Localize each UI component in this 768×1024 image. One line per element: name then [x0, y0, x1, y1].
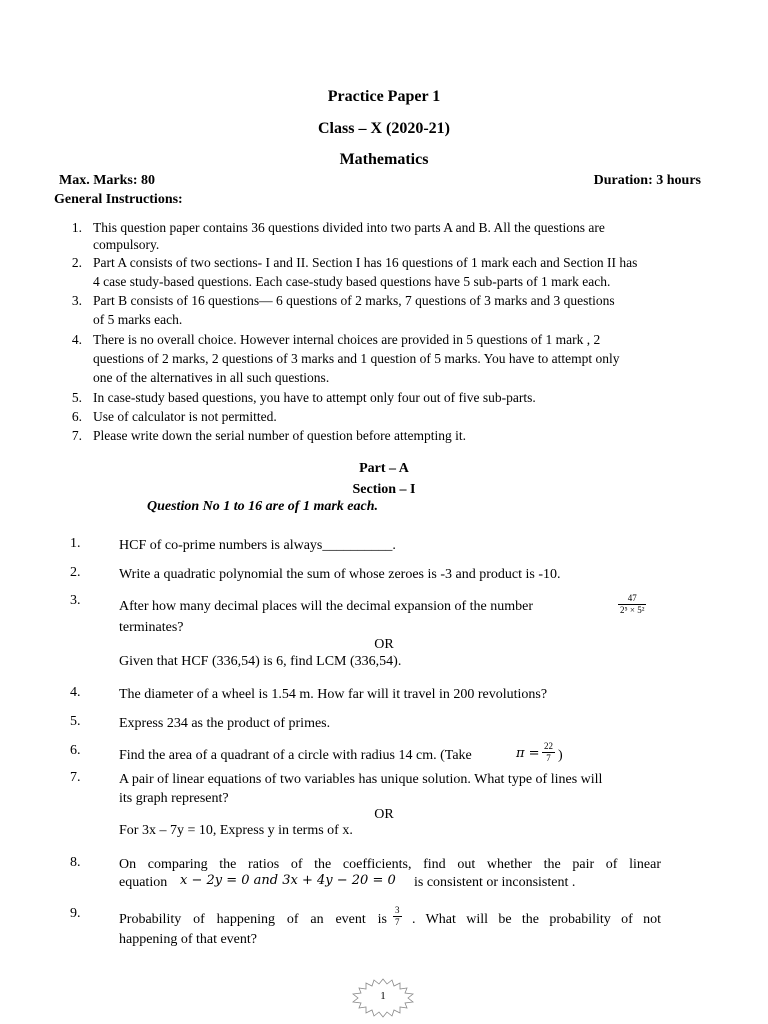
instruction-number: 5. — [71, 390, 82, 405]
question-text: . What will be the probability of not — [412, 912, 661, 927]
question-alternative: Given that HCF (336,54) is 6, find LCM (336,54). — [119, 654, 402, 669]
question-text: Express 234 as the product of primes. — [119, 716, 331, 731]
or-label: OR — [374, 637, 394, 652]
question-number: 3. — [70, 593, 81, 608]
fraction — [542, 741, 555, 764]
fraction-numerator: 3 — [395, 905, 400, 915]
question-text: its graph represent? — [119, 791, 229, 806]
instructions-heading: General Instructions: — [54, 192, 183, 207]
instruction-line: Part B consists of 16 questions— 6 questions of 2 marks, 7 questions of 3 marks and 3 questions — [93, 293, 615, 308]
instruction-line: In case-study based questions, you have to attempt only four out of five sub-parts. — [93, 390, 536, 405]
fraction — [393, 905, 402, 928]
question-number: 9. — [70, 906, 81, 921]
fraction-denominator: 7 — [542, 752, 555, 764]
section-heading: Section – I — [352, 482, 416, 497]
question-text: A pair of linear equations of two variables has unique solution. What type of lines will — [119, 772, 603, 787]
equation: x − 2y = 0 and 3x + 4y − 20 = 0 — [180, 873, 396, 888]
instruction-line: There is no overall choice. However internal choices are provided in 5 questions of 1 mark , 2 — [93, 332, 601, 347]
or-label: OR — [374, 807, 394, 822]
question-text: HCF of co-prime numbers is always__________. — [119, 538, 396, 553]
fraction-numerator: 22 — [544, 741, 553, 751]
question-text: Write a quadratic polynomial the sum of whose zeroes is -3 and product is -10. — [119, 567, 561, 582]
question-alternative: For 3x – 7y = 10, Express y in terms of x. — [119, 823, 353, 838]
fraction — [618, 593, 646, 616]
question-text: The diameter of a wheel is 1.54 m. How far will it travel in 200 revolutions? — [119, 687, 548, 702]
question-text: happening of that event? — [119, 932, 258, 947]
instruction-line: Use of calculator is not permitted. — [93, 409, 277, 424]
fraction-denominator: 2⁵ × 5² — [620, 605, 645, 615]
max-marks: Max. Marks: 80 — [59, 173, 156, 188]
instruction-number: 4. — [71, 332, 82, 347]
subject: Mathematics — [339, 151, 429, 168]
question-number: 4. — [70, 685, 81, 700]
part-heading: Part – A — [359, 461, 409, 476]
instruction-line: Please write down the serial number of question before attempting it. — [93, 428, 467, 443]
question-text: Probability of happening of an event is — [119, 912, 387, 927]
question-number: 2. — [70, 565, 81, 580]
question-text: is consistent or inconsistent . — [414, 875, 576, 890]
question-text: On comparing the ratios of the coefficients, find out whether the pair of linear — [119, 857, 661, 872]
class-line: Class – X (2020-21) — [318, 120, 450, 137]
question-number: 7. — [70, 770, 81, 785]
instruction-number: 1. — [71, 220, 82, 235]
question-number: 5. — [70, 714, 81, 729]
page-number: 1 — [380, 990, 386, 1002]
question-number: 1. — [70, 536, 81, 551]
question-text: terminates? — [119, 620, 184, 635]
question-number: 6. — [70, 743, 81, 758]
instruction-line: of 5 marks each. — [93, 312, 183, 327]
instruction-line: Part A consists of two sections- I and II. Section I has 16 questions of 1 mark each and Section II has — [93, 255, 638, 270]
question-text: equation — [119, 875, 168, 890]
instruction-line: one of the alternatives in all such questions. — [93, 370, 330, 385]
page-number-badge — [350, 978, 416, 1018]
question-number: 8. — [70, 855, 81, 870]
paper-title: Practice Paper 1 — [327, 88, 441, 105]
instruction-line: questions of 2 marks, 2 questions of 3 marks and 1 question of 5 marks. You have to attempt only — [93, 351, 620, 366]
question-text: Find the area of a quadrant of a circle with radius 14 cm. (Take — [119, 748, 472, 763]
pi-symbol: π = — [516, 746, 540, 761]
instruction-line: This question paper contains 36 questions divided into two parts A and B. All the questions are — [93, 220, 605, 235]
section-note: Question No 1 to 16 are of 1 mark each. — [147, 499, 378, 514]
instruction-number: 7. — [71, 428, 82, 443]
instruction-number: 2. — [71, 255, 82, 270]
fraction-numerator: 47 — [627, 593, 637, 603]
question-text: After how many decimal places will the decimal expansion of the number — [119, 599, 534, 614]
question-text: ) — [558, 748, 563, 763]
instruction-line: compulsory. — [93, 237, 160, 252]
instruction-number: 3. — [71, 293, 82, 308]
instruction-line: 4 case study-based questions. Each case-study based questions have 5 sub-parts of 1 mark each. — [93, 274, 611, 289]
instruction-number: 6. — [71, 409, 82, 424]
duration: Duration: 3 hours — [593, 173, 701, 188]
fraction-denominator: 7 — [395, 917, 400, 927]
